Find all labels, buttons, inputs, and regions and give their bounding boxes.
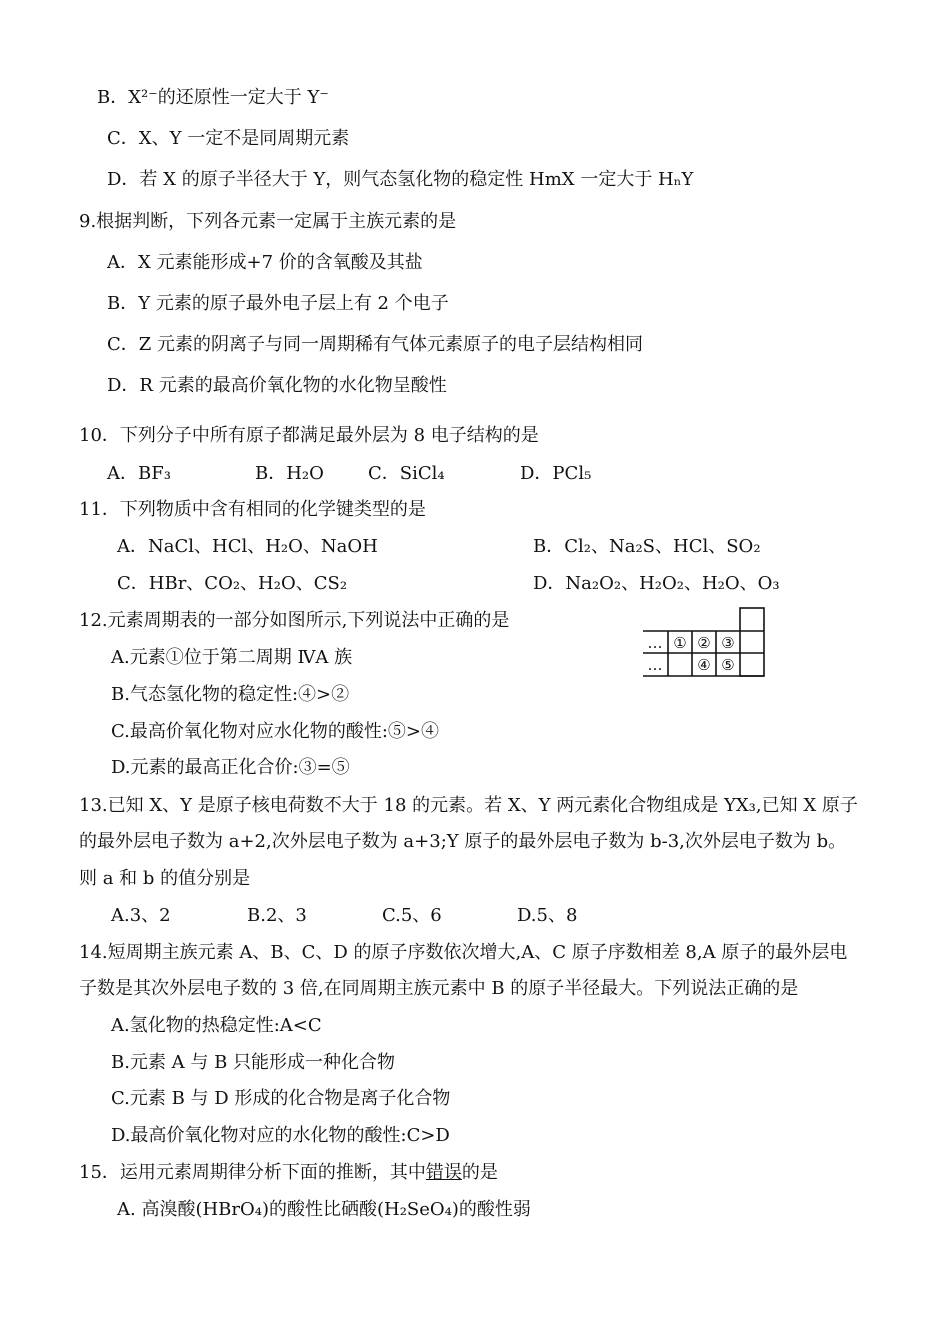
q13-option-b: B.2、3 xyxy=(247,905,307,926)
q15-stem-pre: 15．运用元素周期律分析下面的推断，其中 xyxy=(79,1162,426,1183)
q10-option-c: C．SiCl₄ xyxy=(368,463,445,484)
q15-stem-post: 的是 xyxy=(461,1162,498,1183)
q14-option-b: B.元素 A 与 B 只能形成一种化合物 xyxy=(111,1052,396,1073)
q8-option-c: C．X、Y 一定不是同周期元素 xyxy=(107,128,350,149)
table-cell-r2c1: … xyxy=(647,656,663,674)
periodic-table-fragment xyxy=(642,607,767,677)
q11-option-d: D．Na₂O₂、H₂O₂、H₂O、O₃ xyxy=(533,573,780,594)
q13-line3: 则 a 和 b 的值分别是 xyxy=(79,868,251,889)
q10-option-a: A．BF₃ xyxy=(107,463,171,484)
q13-option-c: C.5、6 xyxy=(382,905,442,926)
q13-option-d: D.5、8 xyxy=(517,905,578,926)
table-cell-r2c3: ④ xyxy=(697,656,711,674)
q11-option-b: B．Cl₂、Na₂S、HCl、SO₂ xyxy=(533,536,761,557)
q13-option-a: A.3、2 xyxy=(111,905,171,926)
q9-stem: 9.根据判断，下列各元素一定属于主族元素的是 xyxy=(79,211,457,232)
q14-line1: 14.短周期主族元素 A、B、C、D 的原子序数依次增大,A、C 原子序数相差 8,A 原子的最外层电 xyxy=(79,942,848,963)
q14-option-c: C.元素 B 与 D 形成的化合物是离子化合物 xyxy=(111,1088,451,1109)
q9-option-b: B．Y 元素的原子最外电子层上有 2 个电子 xyxy=(107,293,449,314)
q9-option-a: A．X 元素能形成+7 价的含氧酸及其盐 xyxy=(107,252,423,273)
q14-line2: 子数是其次外层电子数的 3 倍,在同周期主族元素中 B 的原子半径最大。下列说法正确的是 xyxy=(79,978,799,999)
table-cell-r2c4: ⑤ xyxy=(721,656,735,674)
table-cell-r1c4: ③ xyxy=(721,634,735,652)
q12-option-d: D.元素的最高正化合价:③=⑤ xyxy=(111,757,350,778)
q15-stem xyxy=(79,1161,498,1185)
q14-option-d: D.最高价氧化物对应的水化物的酸性:C>D xyxy=(111,1125,450,1146)
q10-option-d: D．PCl₅ xyxy=(520,463,592,484)
q8-option-d: D．若 X 的原子半径大于 Y，则气态氢化物的稳定性 HmX 一定大于 HₙY xyxy=(107,169,694,190)
q12-option-b: B.气态氢化物的稳定性:④>② xyxy=(111,684,350,705)
q10-option-b: B．H₂O xyxy=(255,463,324,484)
q11-option-c: C．HBr、CO₂、H₂O、CS₂ xyxy=(117,573,348,594)
table-cell-r1c1: … xyxy=(647,634,663,652)
q13-line2: 的最外层电子数为 a+2,次外层电子数为 a+3;Y 原子的最外层电子数为 b-3,次外层电子数为 b。 xyxy=(79,831,847,852)
q12-option-c: C.最高价氧化物对应水化物的酸性:⑤>④ xyxy=(111,721,439,742)
periodic-table-grid xyxy=(642,607,767,679)
q14-option-a: A.氢化物的热稳定性:A<C xyxy=(111,1015,322,1036)
q15-option-a: A. 高溴酸(HBrO₄)的酸性比硒酸(H₂SeO₄)的酸性弱 xyxy=(117,1199,531,1220)
table-cell-r1c3: ② xyxy=(697,634,711,652)
q11-stem: 11．下列物质中含有相同的化学键类型的是 xyxy=(79,499,426,520)
q13-line1: 13.已知 X、Y 是原子核电荷数不大于 18 的元素。若 X、Y 两元素化合物组成是 YX₃,已知 X 原子 xyxy=(79,795,858,816)
q9-option-c: C．Z 元素的阴离子与同一周期稀有气体元素原子的电子层结构相同 xyxy=(107,334,643,355)
q12-option-a: A.元素①位于第二周期 ⅣA 族 xyxy=(111,647,353,668)
q12-stem: 12.元素周期表的一部分如图所示,下列说法中正确的是 xyxy=(79,610,510,631)
q8-option-b: B．X²⁻的还原性一定大于 Y⁻ xyxy=(97,87,329,108)
table-cell-r1c2: ① xyxy=(673,634,687,652)
q9-option-d: D．R 元素的最高价氧化物的水化物呈酸性 xyxy=(107,375,447,396)
q11-option-a: A．NaCl、HCl、H₂O、NaOH xyxy=(117,536,378,557)
q10-stem: 10．下列分子中所有原子都满足最外层为 8 电子结构的是 xyxy=(79,425,539,446)
q15-stem-emphasis: 错误 xyxy=(425,1162,462,1183)
